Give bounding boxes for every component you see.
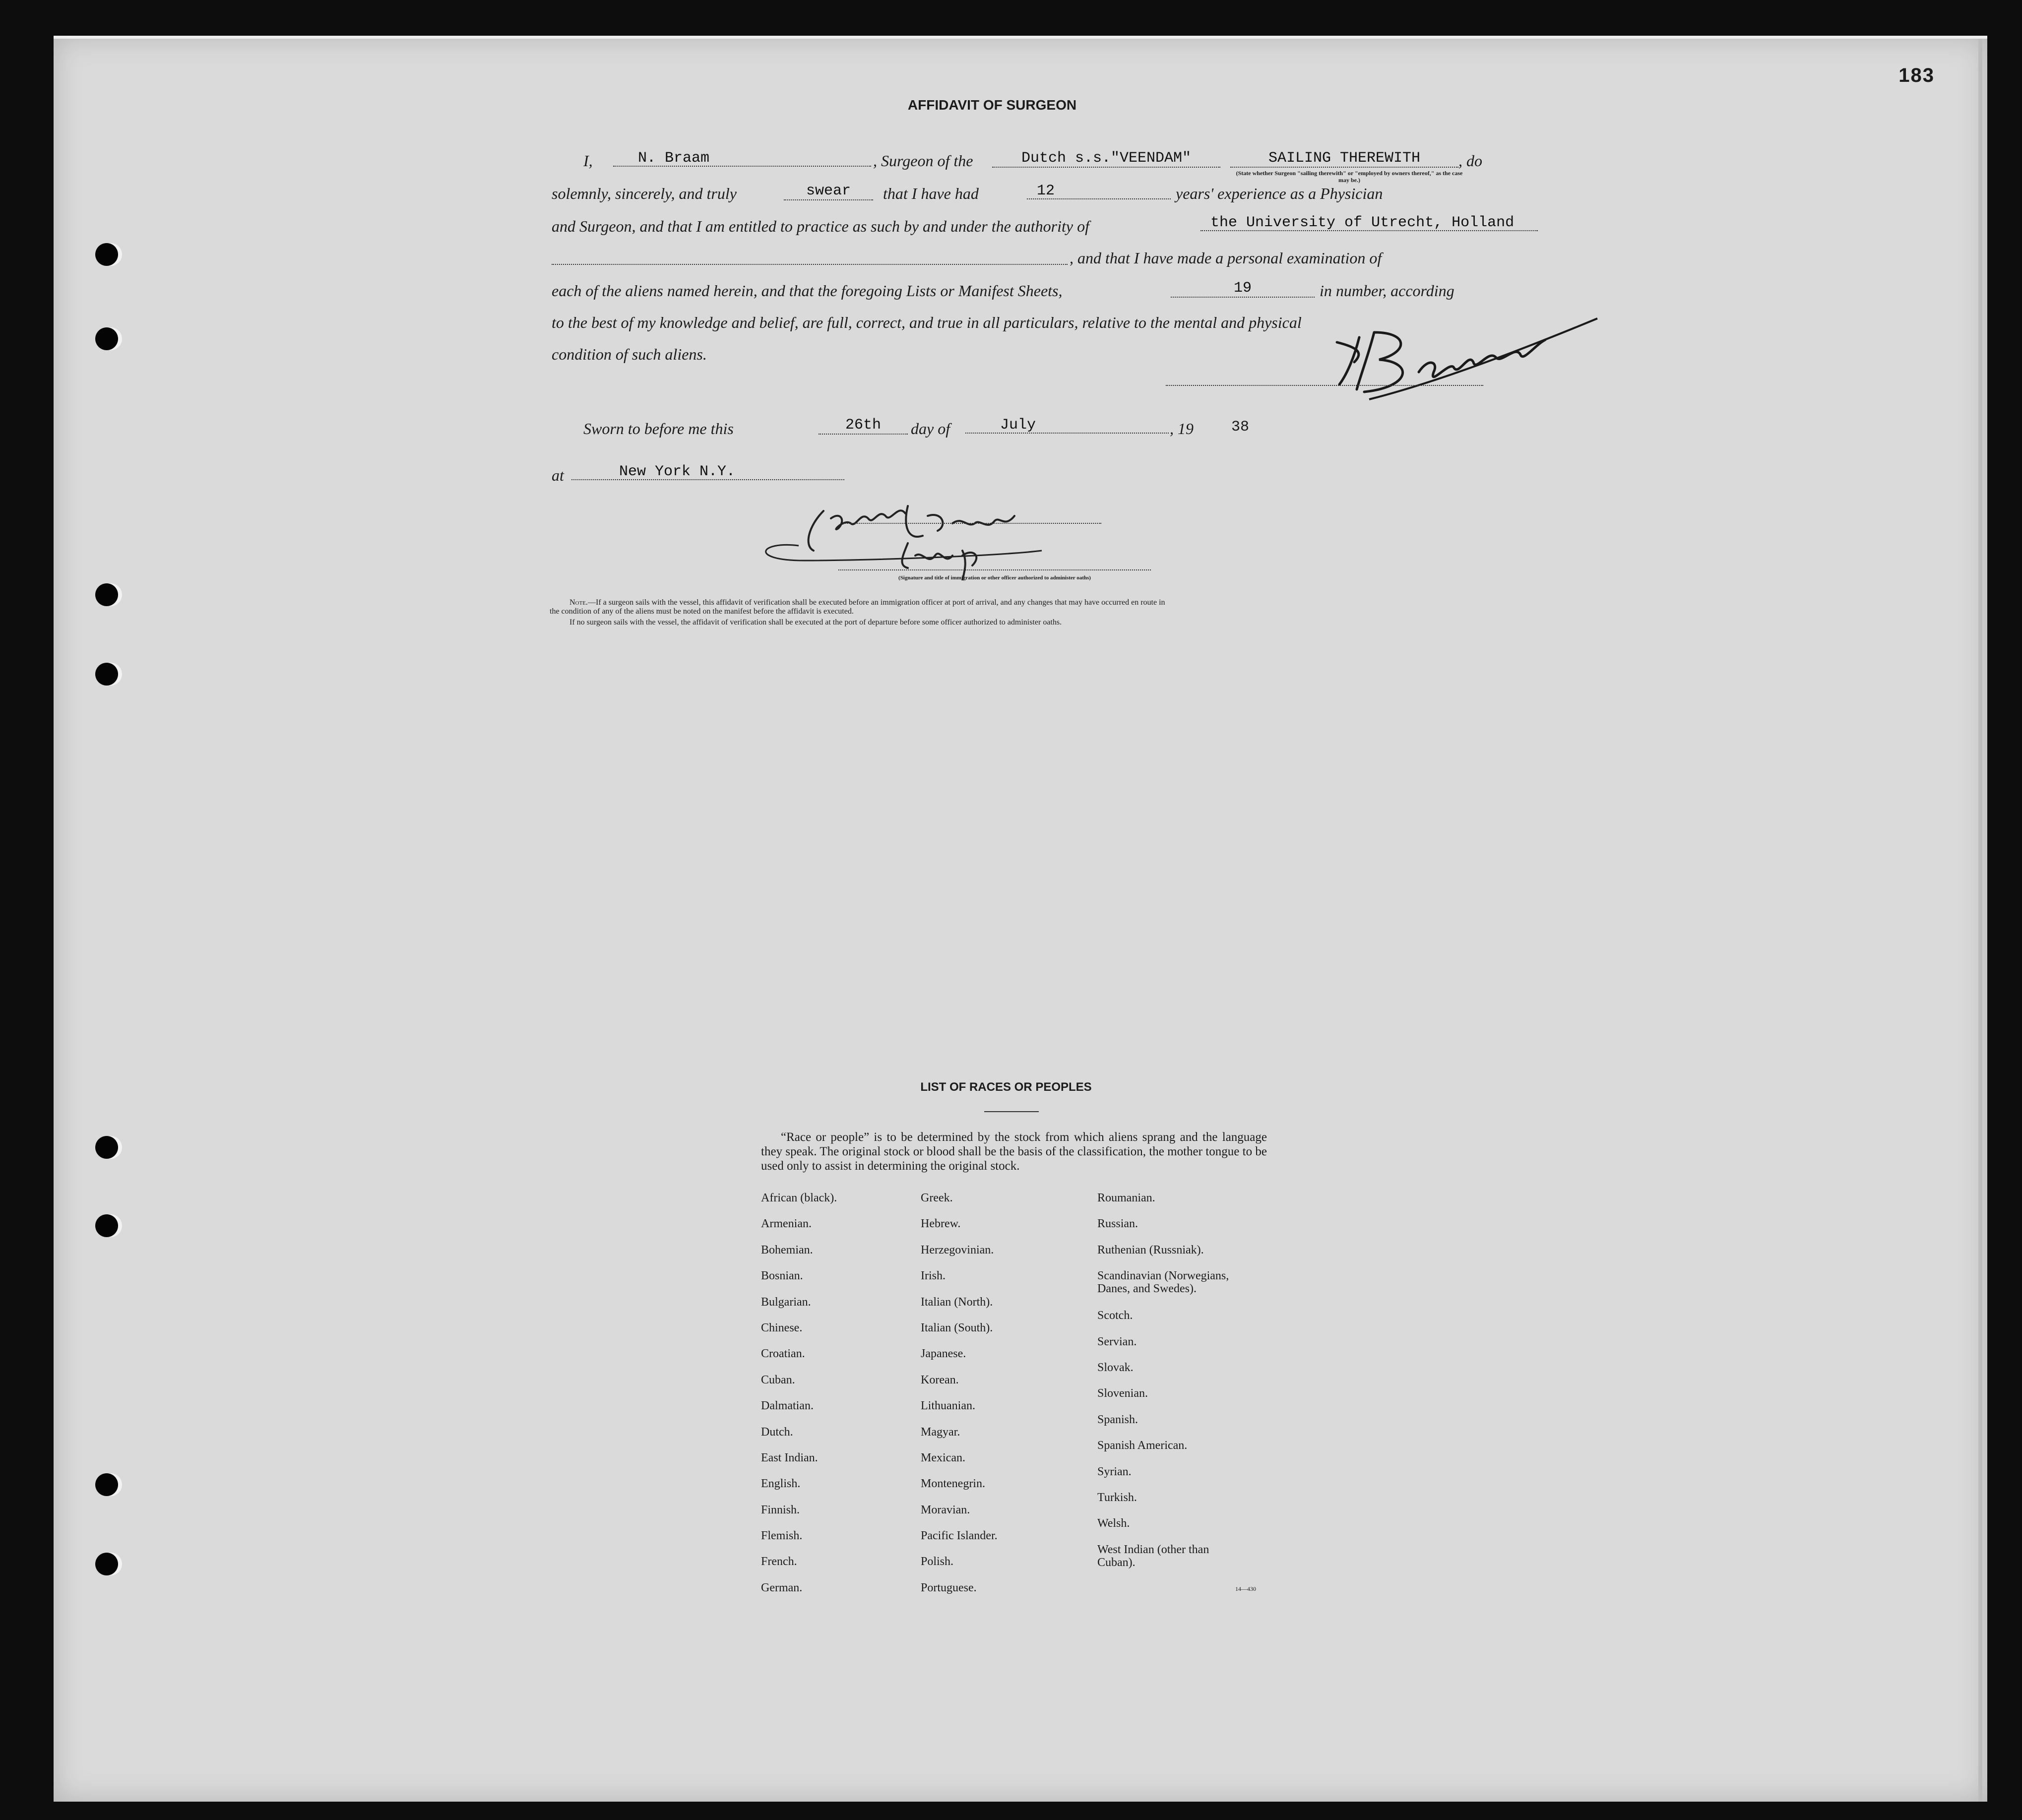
race-item: Servian. — [1097, 1335, 1137, 1348]
races-heading-rule — [984, 1111, 1039, 1112]
race-item: Armenian. — [761, 1217, 812, 1231]
race-item: Welsh. — [1097, 1517, 1130, 1530]
race-item: Polish. — [921, 1555, 954, 1569]
race-item: Hebrew. — [921, 1217, 961, 1231]
sworn-year-field: 38 — [1231, 419, 1250, 436]
races-column-3 — [1097, 1192, 1306, 1569]
race-item: Moravian. — [921, 1503, 970, 1516]
race-item: Chinese. — [761, 1321, 803, 1334]
race-item: Spanish American. — [1097, 1439, 1188, 1452]
race-item: East Indian. — [761, 1451, 818, 1464]
race-item: Flemish. — [761, 1529, 803, 1543]
race-item: Cuban. — [761, 1373, 795, 1386]
binder-hole — [95, 1214, 118, 1237]
binder-hole — [95, 1553, 118, 1575]
affidavit-text: , Surgeon of the — [873, 152, 973, 170]
affidavit-text: , do — [1458, 152, 1482, 170]
location-field: New York N.Y. — [571, 463, 844, 480]
affidavit-text: to the best of my knowledge and belief, are full, correct, and true in all particulars, relative to the mental and physical — [552, 314, 1302, 331]
officer-signature-line-1 — [843, 523, 1101, 524]
races-column-2 — [921, 1192, 1089, 1607]
race-item: West Indian (other than Cuban). — [1097, 1543, 1209, 1569]
sworn-month-field: July — [965, 417, 1169, 434]
officer-signature-line-2 — [838, 569, 1151, 570]
races-intro: “Race or people” is to be determined by the stock from which aliens sprang and the language they speak. The original stock or blood shall be the basis of the classification, the mother tongue to be used only to assist in determining the original stock. — [761, 1130, 1267, 1173]
affidavit-text: and Surgeon, and that I am entitled to practice as such by and under the authority of — [552, 217, 1089, 235]
years-field: 12 — [1027, 183, 1171, 199]
binder-hole — [95, 1473, 118, 1496]
surgeon-signature — [1161, 313, 1607, 412]
race-item: Scotch. — [1097, 1309, 1133, 1322]
race-item: Portuguese. — [921, 1581, 977, 1594]
race-item: Lithuanian. — [921, 1399, 975, 1413]
surgeon-signature-line — [1166, 385, 1483, 386]
race-item: Roumanian. — [1097, 1192, 1155, 1204]
vessel-field: Dutch s.s."VEENDAM" — [992, 150, 1220, 168]
page-number: 183 — [1898, 64, 1935, 86]
officer-signature — [744, 496, 1121, 580]
races-column-1 — [761, 1192, 920, 1607]
race-item: Montenegrin. — [921, 1477, 985, 1491]
race-item: French. — [761, 1555, 797, 1569]
race-item: Syrian. — [1097, 1465, 1132, 1478]
sailing-status-hint: (State whether Surgeon "sailing therewith" or "employed by owners thereof," as the case may be.) — [1236, 170, 1463, 184]
race-item: Bosnian. — [761, 1269, 803, 1283]
race-item: Italian (North). — [921, 1295, 993, 1309]
race-item: Korean. — [921, 1373, 959, 1386]
race-item: Herzegovinian. — [921, 1243, 994, 1256]
binder-hole — [95, 1136, 118, 1159]
race-item: Bulgarian. — [761, 1295, 811, 1309]
race-item: Turkish. — [1097, 1491, 1137, 1504]
race-item: Slovak. — [1097, 1361, 1134, 1374]
binder-hole — [95, 663, 118, 686]
affidavit-text: each of the aliens named herein, and that the foregoing Lists or Manifest Sheets, — [552, 282, 1063, 300]
binder-hole — [95, 583, 118, 606]
race-item: African (black). — [761, 1192, 837, 1204]
affidavit-text: , 19 — [1170, 420, 1194, 438]
races-heading: LIST OF RACES OR PEOPLES — [920, 1080, 1092, 1094]
authority-field: the University of Utrecht, Holland — [1201, 214, 1538, 231]
race-item: Scandinavian (Norwegians, Danes, and Swedes). — [1097, 1269, 1229, 1296]
binder-hole — [95, 243, 118, 266]
page-edge — [54, 36, 1987, 39]
race-item: Slovenian. — [1097, 1387, 1148, 1400]
binder-hole — [95, 327, 118, 350]
affidavit-text: I, — [583, 152, 593, 170]
affidavit-text: that I have had — [883, 185, 979, 202]
note-line-1: —If a surgeon sails with the vessel, this affidavit of verification shall be executed before an immigration officer at port of arrival, and any changes that may have occurred en route in — [587, 598, 1165, 607]
officer-caption: (Signature and title of immigration or other officer authorized to administer oaths) — [898, 575, 1091, 581]
race-item: Ruthenian (Russniak). — [1097, 1243, 1204, 1256]
surgeon-name-field: N. Braam — [613, 150, 871, 167]
affidavit-text: day of — [911, 420, 950, 438]
race-item: Bohemian. — [761, 1243, 813, 1256]
oath-field: swear — [784, 183, 873, 200]
race-item: English. — [761, 1477, 801, 1491]
page-edge — [1978, 36, 1982, 1802]
race-item: Pacific Islander. — [921, 1529, 998, 1543]
form-code: 14—430 — [1235, 1585, 1256, 1592]
affidavit-text: at — [552, 466, 564, 484]
race-item: German. — [761, 1581, 803, 1594]
race-item: Russian. — [1097, 1217, 1138, 1231]
race-item: Spanish. — [1097, 1413, 1138, 1426]
affidavit-text: solemnly, sincerely, and truly — [552, 185, 737, 202]
affidavit-text: condition of such aliens. — [552, 345, 707, 363]
note-line-2: the condition of any of the aliens must be noted on the manifest before the affidavit is executed. — [550, 607, 854, 616]
race-item: Dutch. — [761, 1425, 793, 1439]
affidavit-text: Sworn to before me this — [583, 420, 734, 438]
sworn-day-field: 26th — [819, 417, 908, 435]
affidavit-text: years' experience as a Physician — [1176, 185, 1383, 202]
race-item: Croatian. — [761, 1347, 805, 1361]
race-item: Finnish. — [761, 1503, 800, 1516]
race-item: Italian (South). — [921, 1321, 993, 1334]
affidavit-note — [569, 598, 1165, 607]
affidavit-heading: AFFIDAVIT OF SURGEON — [907, 97, 1077, 113]
affidavit-text: in number, according — [1320, 282, 1454, 300]
note-label: Note. — [569, 598, 588, 607]
race-item: Greek. — [921, 1192, 953, 1204]
sailing-status-field: SAILING THEREWITH — [1230, 150, 1458, 168]
race-item: Irish. — [921, 1269, 946, 1283]
note-line-3: If no surgeon sails with the vessel, the affidavit of verification shall be executed at the port of departure before some officer authorized to administer oaths. — [569, 618, 1062, 627]
race-item: Dalmatian. — [761, 1399, 814, 1413]
race-item: Magyar. — [921, 1425, 960, 1439]
sheets-count-field: 19 — [1171, 280, 1315, 298]
affidavit-text: , and that I have made a personal examination of — [1070, 249, 1382, 267]
authority-continuation-field — [552, 247, 1068, 265]
race-item: Japanese. — [921, 1347, 966, 1361]
race-item: Mexican. — [921, 1451, 965, 1464]
